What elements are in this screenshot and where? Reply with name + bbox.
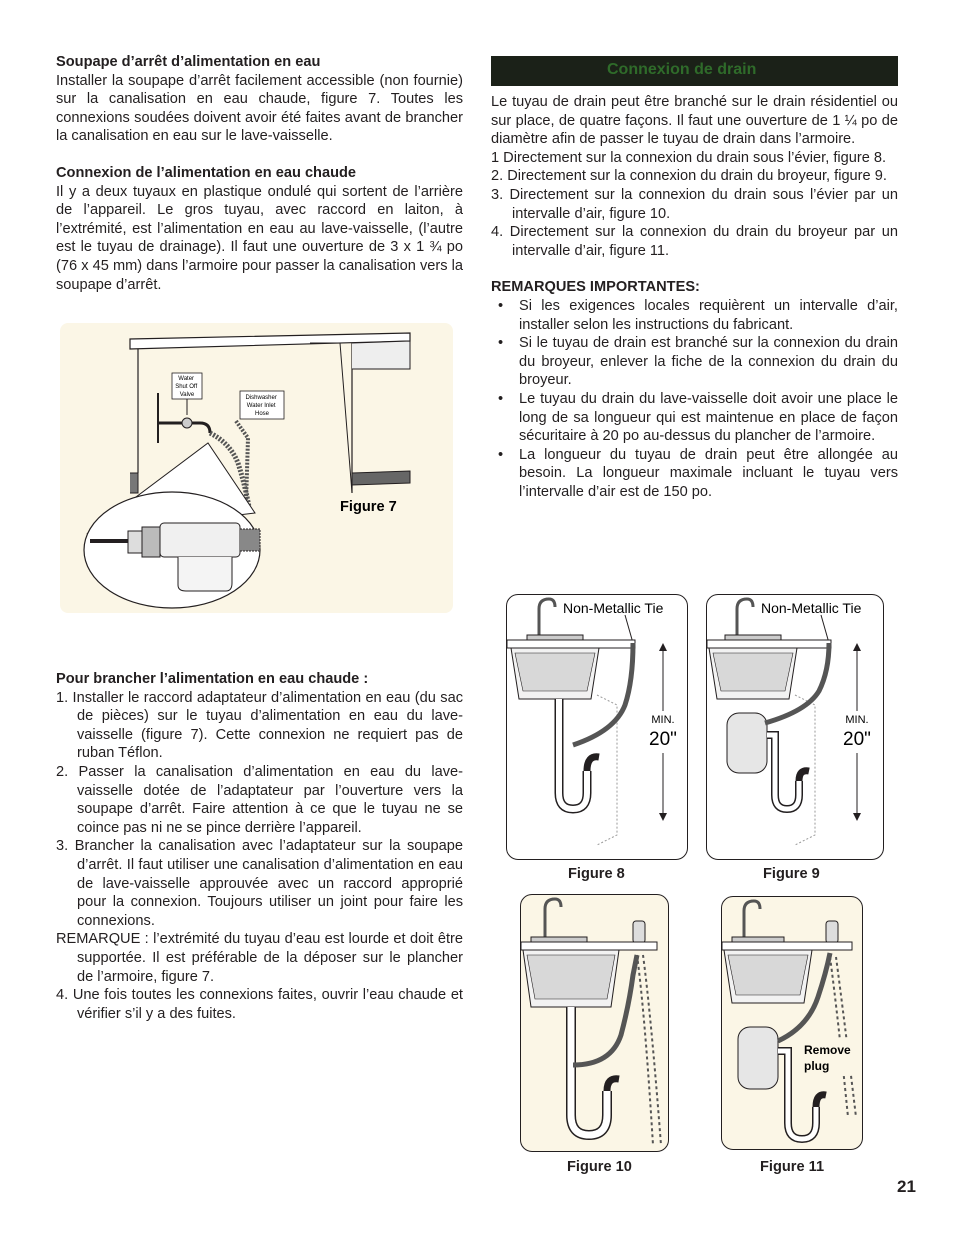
remove-plug-label: Remove plug <box>804 1043 851 1073</box>
list-item: 4. Directement sur la connexion du drain du broyeur par un intervalle d’air, figure 11. <box>491 224 898 259</box>
tie-label: Non-Metallic Tie <box>563 600 664 616</box>
min-label: MIN. <box>651 714 675 726</box>
section-body: Installer la soupape d’arrêt facilement accessible (non fournie) sur la canalisation en eau chaude, figure 7. Toutes les connexions soudées doivent avoir été faites avant de brancher la canalisation en eau sur le lave-vaisselle. <box>56 72 463 145</box>
hose-label: Dishwasher Water Inlet Hose <box>245 395 277 417</box>
figure-8 <box>506 594 688 860</box>
figure-10-label: Figure 10 <box>567 1159 632 1175</box>
height-label: 20" <box>649 729 677 750</box>
note-item: REMARQUE : l’extrémité du tuyau d’eau est lourde et doit être supportée. Il est préférable de la déposer sur le plancher de l’armoire, figure 7. <box>56 931 463 985</box>
step-item: 3. Brancher la canalisation avec l’adaptateur sur la soupape d’arrêt. Il faut utiliser une canalisation d’alimentation en eau de lave-vaisselle approuvée avec un raccord approprié pour la connexion. Toujours utiliser un joint pour faire les connexions. <box>56 838 463 929</box>
list-item: • Le tuyau du drain du lave-vaisselle doit avoir une place le long de sa longueur qui est maintenue en place de façon sécuritaire à 20 po au-dessus du plancher de l’armoire. <box>498 390 898 445</box>
section-title: Connexion de l’alimentation en eau chaude <box>56 164 357 181</box>
drain-connection-header: Connexion de drain <box>491 56 898 86</box>
figure-11-label: Figure 11 <box>760 1159 825 1175</box>
drain-air-gap-disposer-illustration <box>722 897 862 1149</box>
figure-10 <box>520 894 669 1152</box>
water-valve-illustration <box>60 323 453 613</box>
list-item: • La longueur du tuyau de drain peut être allongée au besoin. La longueur maximale incluant le tuyau vers l’intervalle d’air est de 150 po. <box>498 446 898 500</box>
drain-under-sink-illustration <box>507 595 687 859</box>
water-valve-section <box>56 53 463 294</box>
step-item: 4. Une fois toutes les connexions faites, ouvrir l’eau chaude et vérifier s’il y a des fuites. <box>56 987 463 1022</box>
figure-7-label: Figure 7 <box>340 499 397 515</box>
figure-7 <box>60 323 453 613</box>
figure-8-label: Figure 8 <box>568 866 625 882</box>
figure-11 <box>721 896 863 1150</box>
section-body: Il y a deux tuyaux en plastique ondulé qui sortent de l’arrière de l’appareil. Le gros tuyau, avec raccord en laiton, à l’extrémité, est l’alimentation en eau au lave-vaisselle, (l’autre est le tuyau de drainage). Il faut une ouverture de 3 x 1 ¾ po (76 x 45 mm) dans l’armoire pour passer la canalisation vers la soupape d’arrêt. <box>56 183 463 293</box>
min-label: MIN. <box>845 714 869 726</box>
list-item: 2. Directement sur la connexion du drain du broyeur, figure 9. <box>491 168 887 185</box>
tie-label: Non-Metallic Tie <box>761 600 862 616</box>
hot-water-steps <box>56 670 463 1023</box>
height-label: 20" <box>843 729 871 750</box>
list-item: • Si les exigences locales requièrent un intervalle d’air, installer selon les instructions du fabricant. <box>498 297 898 333</box>
drain-air-gap-sink-illustration <box>521 895 668 1151</box>
list-item: 1 Directement sur la connexion du drain sous l’évier, figure 8. <box>491 149 887 166</box>
list-item: 3. Directement sur la connexion du drain sous l’évier par un intervalle d’air, figure 10. <box>491 186 898 222</box>
figure-9 <box>706 594 884 860</box>
drain-section <box>491 93 898 501</box>
list-item: • Si le tuyau de drain est branché sur la connexion du drain du broyeur, enlever la fiche de la connexion du drain du broyeur. <box>498 335 898 389</box>
remarks-title: REMARQUES IMPORTANTES: <box>491 279 700 296</box>
step-item: 2. Passer la canalisation d’alimentation en eau du lave-vaisselle dotée de l’adaptateur par l’ouverture vers la soupape d’arrêt. Faire attention à ce que le tuyau ne se coince pas ni ne se pince derrière l’appareil. <box>56 763 463 836</box>
figure-9-label: Figure 9 <box>763 866 820 882</box>
step-item: 1. Installer le raccord adaptateur d’alimentation en eau (du sac de pièces) sur le tuyau d’alimentation en eau du lave-vaisselle (figure 7). Cette connexion ne requiert pas de ruban Téflon. <box>56 689 463 762</box>
drain-disposer-illustration <box>707 595 883 859</box>
valve-label: Water Shut Off Valve <box>175 376 198 398</box>
page-number: 21 <box>897 1177 916 1196</box>
section-title: Pour brancher l’alimentation en eau chaude : <box>56 671 369 687</box>
section-title: Soupape d’arrêt d’alimentation en eau <box>56 54 321 70</box>
section-body: Le tuyau de drain peut être branché sur le drain résidentiel ou sur place, de quatre façons. Il faut une ouverture de 1 ¼ po de diamètre afin de passer le tuyau de drain dans l’armoire. <box>491 94 898 148</box>
